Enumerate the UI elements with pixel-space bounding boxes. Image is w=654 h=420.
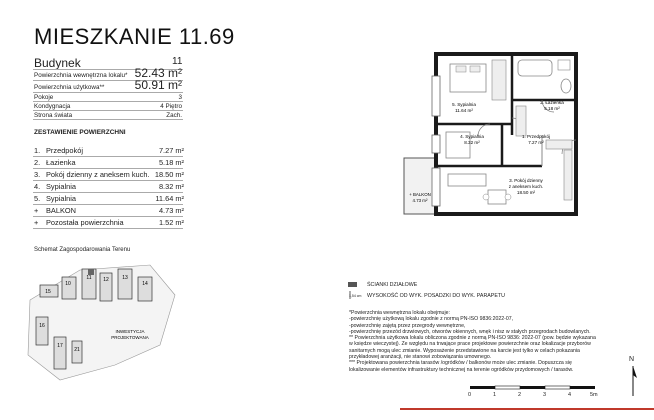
summary-label: Powierzchnia użytkowa** bbox=[34, 84, 105, 91]
note-line: *Powierzchnia wewnętrzna lokalu obejmuje: bbox=[349, 310, 450, 316]
summary-row bbox=[34, 93, 182, 101]
sofa bbox=[448, 174, 486, 186]
scale-label: 5m bbox=[590, 392, 598, 398]
site-plan bbox=[20, 255, 190, 390]
site-building-label: 15 bbox=[45, 289, 51, 295]
rooms-title: ZESTAWIENIE POWIERZCHNI bbox=[34, 129, 126, 136]
building-value: 11 bbox=[172, 56, 183, 67]
summary-value: 52.43 m² bbox=[134, 66, 182, 80]
site-building-label: 17 bbox=[57, 343, 63, 349]
scale-label: 2 bbox=[518, 392, 522, 398]
note-line: sanitarnych mogą ulec zmianie. Wyposażenie przedstawione na karcie jest tylko w celach pokazania bbox=[349, 347, 580, 354]
divider bbox=[33, 168, 183, 169]
plan-label: 5. Sypialnia bbox=[452, 102, 476, 107]
north-label: N bbox=[629, 356, 635, 363]
note-line: -powierzchnię użytkową lokalu zgodnie z normą PN-ISO 9836:2022-07, bbox=[349, 316, 514, 323]
site-building-label: 11 bbox=[86, 275, 92, 281]
room-row: + BALKON 4.73 m² bbox=[34, 206, 184, 215]
room-row: 3. Pokój dzienny z aneksem kuch. 18.50 m² bbox=[34, 170, 184, 179]
wall-swatch-icon bbox=[348, 282, 357, 287]
summary-value: Zach. bbox=[166, 112, 182, 119]
bathtub bbox=[518, 60, 552, 76]
note-line: *** Projektowana powierzchnia tarasów /ogródków / balkonów może ulec zmianie. Dopuszcza się bbox=[349, 360, 572, 367]
legend-height: WYSOKOŚĆ OD WYK. POSADZKI DO WYK. PARAPETU bbox=[367, 293, 505, 299]
scale-label: 3 bbox=[543, 392, 547, 398]
notes bbox=[349, 310, 641, 373]
summary-row bbox=[34, 78, 182, 92]
room-row: 4. Sypialnia 8.32 m² bbox=[34, 182, 184, 191]
bottom-accent-line bbox=[400, 408, 654, 410]
plan-label: 5.18 m² bbox=[544, 106, 560, 111]
wardrobe bbox=[492, 60, 506, 100]
scale-bar bbox=[470, 384, 600, 392]
window bbox=[432, 135, 440, 153]
scale-label: 0 bbox=[468, 392, 472, 398]
summary-value: 4 Piętro bbox=[160, 103, 182, 110]
summary-label: Pokoje bbox=[34, 94, 54, 101]
legend-icons bbox=[347, 281, 362, 301]
balcony-area bbox=[404, 158, 436, 214]
legend-walls: ŚCIANKI DZIAŁOWE bbox=[367, 282, 418, 288]
divider bbox=[33, 204, 183, 205]
page-title: MIESZKANIE 11.69 bbox=[34, 24, 235, 49]
plan-label: 4. Sypialnia bbox=[460, 134, 484, 139]
divider bbox=[33, 228, 183, 229]
legend-height-prefix: 1,54 cm bbox=[349, 294, 362, 298]
divider bbox=[33, 119, 183, 120]
room-row: 2. Łazienka 5.18 m² bbox=[34, 158, 184, 167]
scale-label: 1 bbox=[493, 392, 497, 398]
summary-label: Powierzchnia wewnętrzna lokalu* bbox=[34, 72, 128, 79]
note-line: lokalizowanie elementów infrastruktury technicznej na terenie ogródków przydomowych / tarasów. bbox=[349, 366, 574, 373]
site-building-label: 21 bbox=[74, 347, 80, 353]
site-building-label: 12 bbox=[103, 277, 109, 283]
summary-value: 50.91 m² bbox=[134, 78, 182, 92]
building-label: Budynek bbox=[34, 56, 81, 70]
plan-label: 18.50 m² bbox=[516, 190, 536, 195]
plan-label: 4.73 m² bbox=[412, 198, 428, 203]
kitchen-counter bbox=[546, 140, 572, 149]
plan-label: 11.64 m² bbox=[455, 108, 473, 113]
summary-row bbox=[34, 102, 182, 110]
scale-label: 4 bbox=[568, 392, 572, 398]
room-row: 5. Sypialnia 11.64 m² bbox=[34, 194, 184, 203]
divider bbox=[33, 180, 183, 181]
kitchen-counter bbox=[564, 150, 572, 200]
note-line: -powierzchnię zajętą przez przegrody wewnętrzne, bbox=[349, 322, 466, 329]
toilet bbox=[561, 79, 571, 93]
plan-label: 8.32 m² bbox=[464, 140, 480, 145]
plan-label: 3. Pokój dzienny bbox=[509, 178, 543, 183]
note-line: przykładowej aranżacji, nie stanowi zobowiązania umownego. bbox=[349, 354, 492, 361]
plan-label: 1. Przedpokój bbox=[521, 134, 551, 139]
plan-label: 7.27 m² bbox=[528, 140, 544, 145]
north-arrow-icon bbox=[626, 364, 640, 398]
site-building-label: 13 bbox=[122, 275, 128, 281]
investment-label: PROJEKTOWANA bbox=[111, 335, 149, 340]
note-line: ** Powierzchnia użytkowa lokalu obliczona zgodnie z normą PN-ISO 9836: 2022-07 (pow. będzie wykazana bbox=[349, 335, 596, 342]
table bbox=[488, 190, 506, 204]
plan-label: 2. Łazienka bbox=[540, 100, 564, 105]
investment-label: INWESTYCJA bbox=[115, 329, 145, 334]
site-plan-title: Schemat Zagospodarowania Terenu bbox=[34, 247, 131, 253]
window bbox=[432, 76, 440, 116]
divider bbox=[33, 156, 183, 157]
room-row: 1. Przedpokój 7.27 m² bbox=[34, 146, 184, 155]
site-building-label: 10 bbox=[65, 281, 71, 287]
plan-label: + BALKON bbox=[409, 192, 431, 197]
summary-value: 3 bbox=[178, 94, 182, 101]
note-line: -powierzchnię przezód drzwiowych, otworów okiennych, wnęk i nisz w stałych przegrodach budowlanych. bbox=[349, 328, 591, 335]
divider bbox=[33, 216, 183, 217]
summary-row bbox=[34, 111, 182, 119]
wardrobe bbox=[516, 106, 526, 136]
sink bbox=[558, 60, 570, 70]
summary-label: Kondygnacja bbox=[34, 103, 71, 110]
room-row: + Pozostała powierzchnia 1.52 m² bbox=[34, 218, 184, 227]
window bbox=[432, 168, 440, 206]
divider bbox=[33, 192, 183, 193]
site-building-label: 14 bbox=[142, 281, 148, 287]
floor-plan bbox=[392, 40, 592, 220]
bed bbox=[450, 64, 486, 92]
site-building-label: 16 bbox=[39, 323, 45, 329]
summary-label: Strona świata bbox=[34, 112, 73, 119]
plan-label: z aneksem kuch. bbox=[508, 184, 544, 189]
note-line: w księdze wieczystej). Ze względu na trwające prace projektowe powierzchnie oraz lokalizacje przyborów bbox=[349, 341, 591, 348]
